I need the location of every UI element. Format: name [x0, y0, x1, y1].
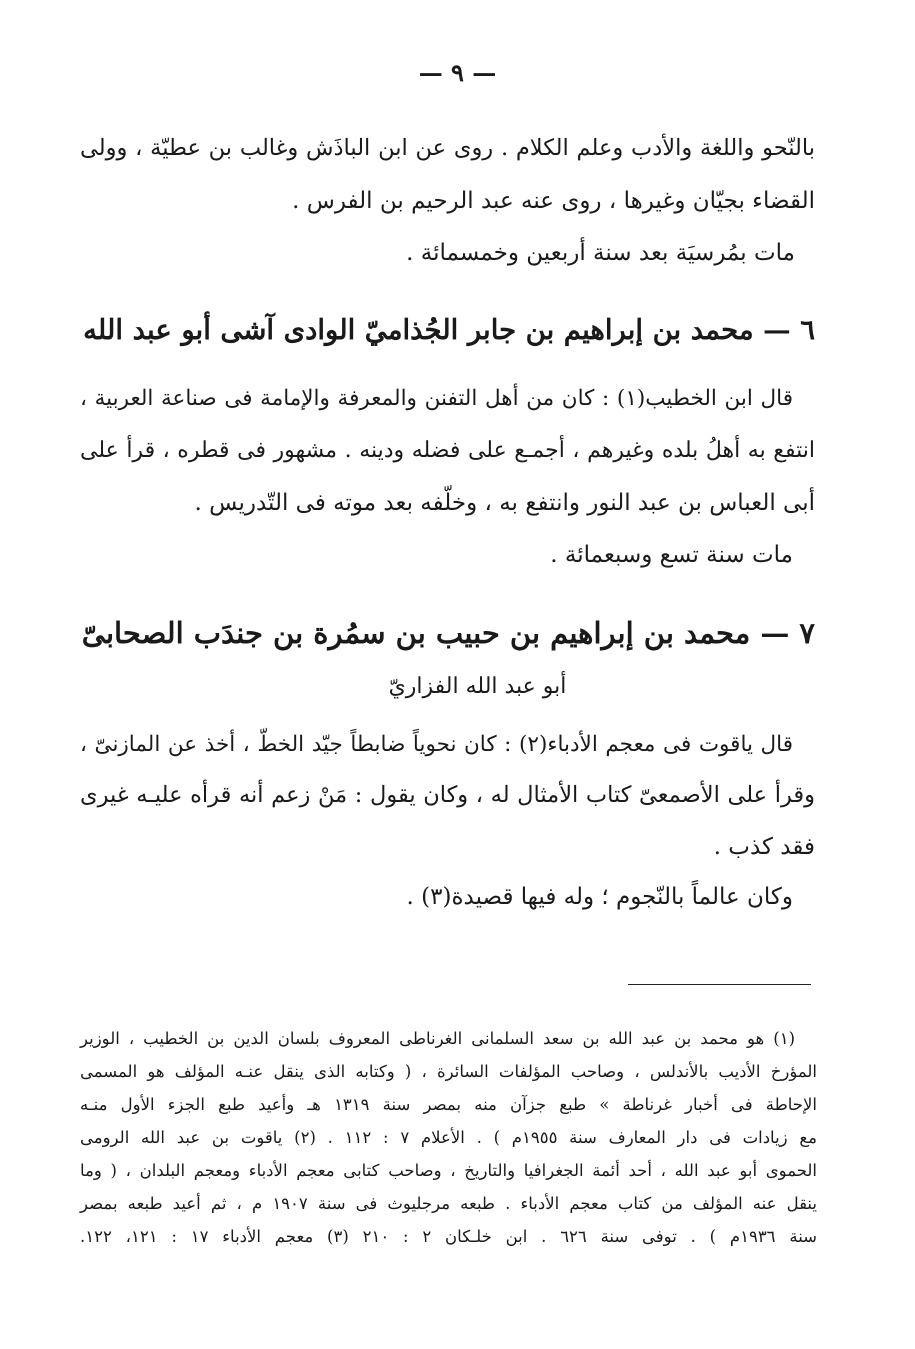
intro-line-1: بالنّحو واللغة والأدب وعلم الكلام . روى عن ابن الباذَش وغالب بن عطيّة ، وولى: [80, 135, 815, 161]
intro-line-3: مات بمُرسيَة بعد سنة أربعين وخمسمائة .: [406, 240, 795, 266]
entry-6-line-2: انتفع به أهلُ بلده وغيرهم ، أجمـع على فضله ودينه . مشهور فى قطره ، قرأ على: [80, 438, 815, 463]
entry-6-line-4: مات سنة تسع وسبعمائة .: [550, 542, 793, 568]
entry-6-line-1: قال ابن الخطيب(١) : كان من أهل التفنن والمعرفة والإمامة فى صناعة العربية ،: [80, 386, 793, 411]
footnote-line-5: الحموى أبو عبد الله ، أحد أئمة الجغرافيا والتاريخ ، وصاحب كتابى معجم الأدباء ومعجم البلدان ، ( وما: [80, 1161, 817, 1180]
entry-7-line-4: وكان عالماً بالنّجوم ؛ وله فيها قصيدة(٣) .: [406, 884, 793, 910]
entry-7-line-1: قال ياقوت فى معجم الأدباء(٢) : كان نحوياً ضابطاً جيّد الخطّ ، أخذ عن المازنىّ ،: [80, 732, 794, 757]
entry-6-line-3: أبى العباس بن عبد النور وانتفع به ، وخلّفه بعد موته فى التّدريس .: [194, 490, 815, 516]
footnote-line-2: المؤرخ الأديب بالأندلس ، وصاحب المؤلفات السائرة ، ( وكتابه الذى ينقل عنـه المؤلف هو المسمى: [80, 1062, 817, 1081]
entry-6-heading: ٦ — محمد بن إبراهيم بن جابر الجُذاميّ الوادى آشى أبو عبد الله: [83, 314, 815, 346]
entry-7-subheading: أبو عبد الله الفزاريّ: [388, 674, 567, 699]
intro-line-2: القضاء بجيّان وغيرها ، روى عنه عبد الرحيم بن الفرس .: [292, 188, 815, 214]
footnote-line-4: مع زيادات فى دار المعارف سنة ١٩٥٥م ) . الأعلام ٧ : ١١٢ . (٢) ياقوت بن عبد الله الرومى: [80, 1128, 818, 1147]
footnote-line-3: الإحاطة فى أخبار غرناطة » طبع جزآن منه بمصر سنة ١٣١٩ هـ وأعيد طبع الجزء الأول منـه: [80, 1095, 817, 1114]
entry-7-line-2: وقرأ على الأصمعىّ كتاب الأمثال له ، وكان يقول : مَنْ زعم أنه قرأه عليـه غيرى: [80, 782, 815, 808]
footnote-divider: [628, 984, 811, 985]
page-number: — ٩ —: [418, 58, 497, 87]
footnote-line-6: ينقل عنه المؤلف من كتاب معجم الأدباء . طبعه مرجليوث فى سنة ١٩٠٧ م ، ثم أعيد طبعه بمصر: [80, 1194, 817, 1213]
footnote-line-7: سنة ١٩٣٦م ) . توفى سنة ٦٢٦ . ابن خلـكان ٢ : ٢١٠ (٣) معجم الأدباء ١٧ : ١٢١، ١٢٢.: [80, 1227, 817, 1246]
footnote-line-1: (١) هو محمد بن عبد الله بن سعد السلمانى الغرناطى المعروف بلسان الدين بن الخطيب ، الوزير: [80, 1029, 795, 1048]
entry-7-line-3: فقد كذب .: [713, 834, 815, 860]
entry-7-heading: ٧ — محمد بن إبراهيم بن حبيب بن سمُرة بن جندَب الصحابىّ: [81, 616, 815, 650]
